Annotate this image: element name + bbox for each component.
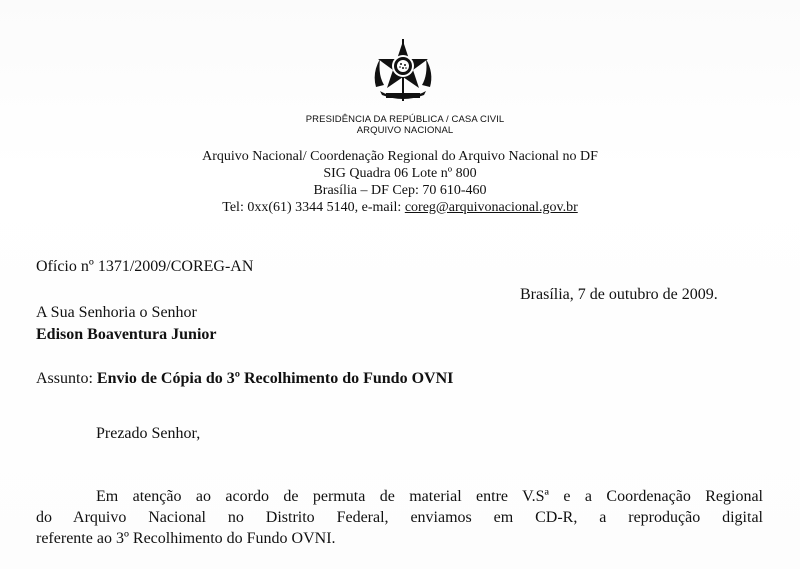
institution-line-1: PRESIDÊNCIA DA REPÚBLICA / CASA CIVIL (305, 114, 505, 125)
email-link[interactable]: coreg@arquivonacional.gov.br (404, 200, 578, 215)
salutation: Prezado Senhor, (96, 425, 201, 442)
body-line-1: Em atenção ao acordo de permuta de material entre V.Sª e a Coordenação Regional (96, 488, 763, 505)
institution-header (300, 114, 510, 136)
subject-label: Assunto: (36, 370, 93, 387)
address-line-1: Arquivo Nacional/ Coordenação Regional do Arquivo Nacional no DF (202, 149, 598, 164)
address-line-3: Brasília – DF Cep: 70 610-460 (313, 183, 487, 198)
institution-line-2: ARQUIVO NACIONAL (356, 125, 454, 136)
letter-date: Brasília, 7 de outubro de 2009. (520, 286, 718, 303)
body-line-2: do Arquivo Nacional no Distrito Federal, enviamos em CD-R, a reprodução digital (36, 509, 763, 526)
address-block (190, 148, 610, 216)
recipient-name: Edison Boaventura Junior (36, 326, 217, 343)
brazil-coat-of-arms-icon (368, 35, 438, 105)
recipient-title: A Sua Senhoria o Senhor (36, 304, 197, 321)
body-paragraph (36, 486, 763, 549)
address-line-2: SIG Quadra 06 Lote nº 800 (323, 166, 477, 181)
body-line-3: referente ao 3º Recolhimento do Fundo OVNI. (36, 530, 336, 547)
letter-reference: Ofício nº 1371/2009/COREG-AN (36, 258, 254, 275)
subject-text: Envio de Cópia do 3º Recolhimento do Fundo OVNI (96, 370, 454, 387)
contact-prefix: Tel: 0xx(61) 3344 5140, e-mail: (222, 200, 402, 215)
subject-line (36, 370, 453, 388)
contact-line (190, 199, 610, 216)
